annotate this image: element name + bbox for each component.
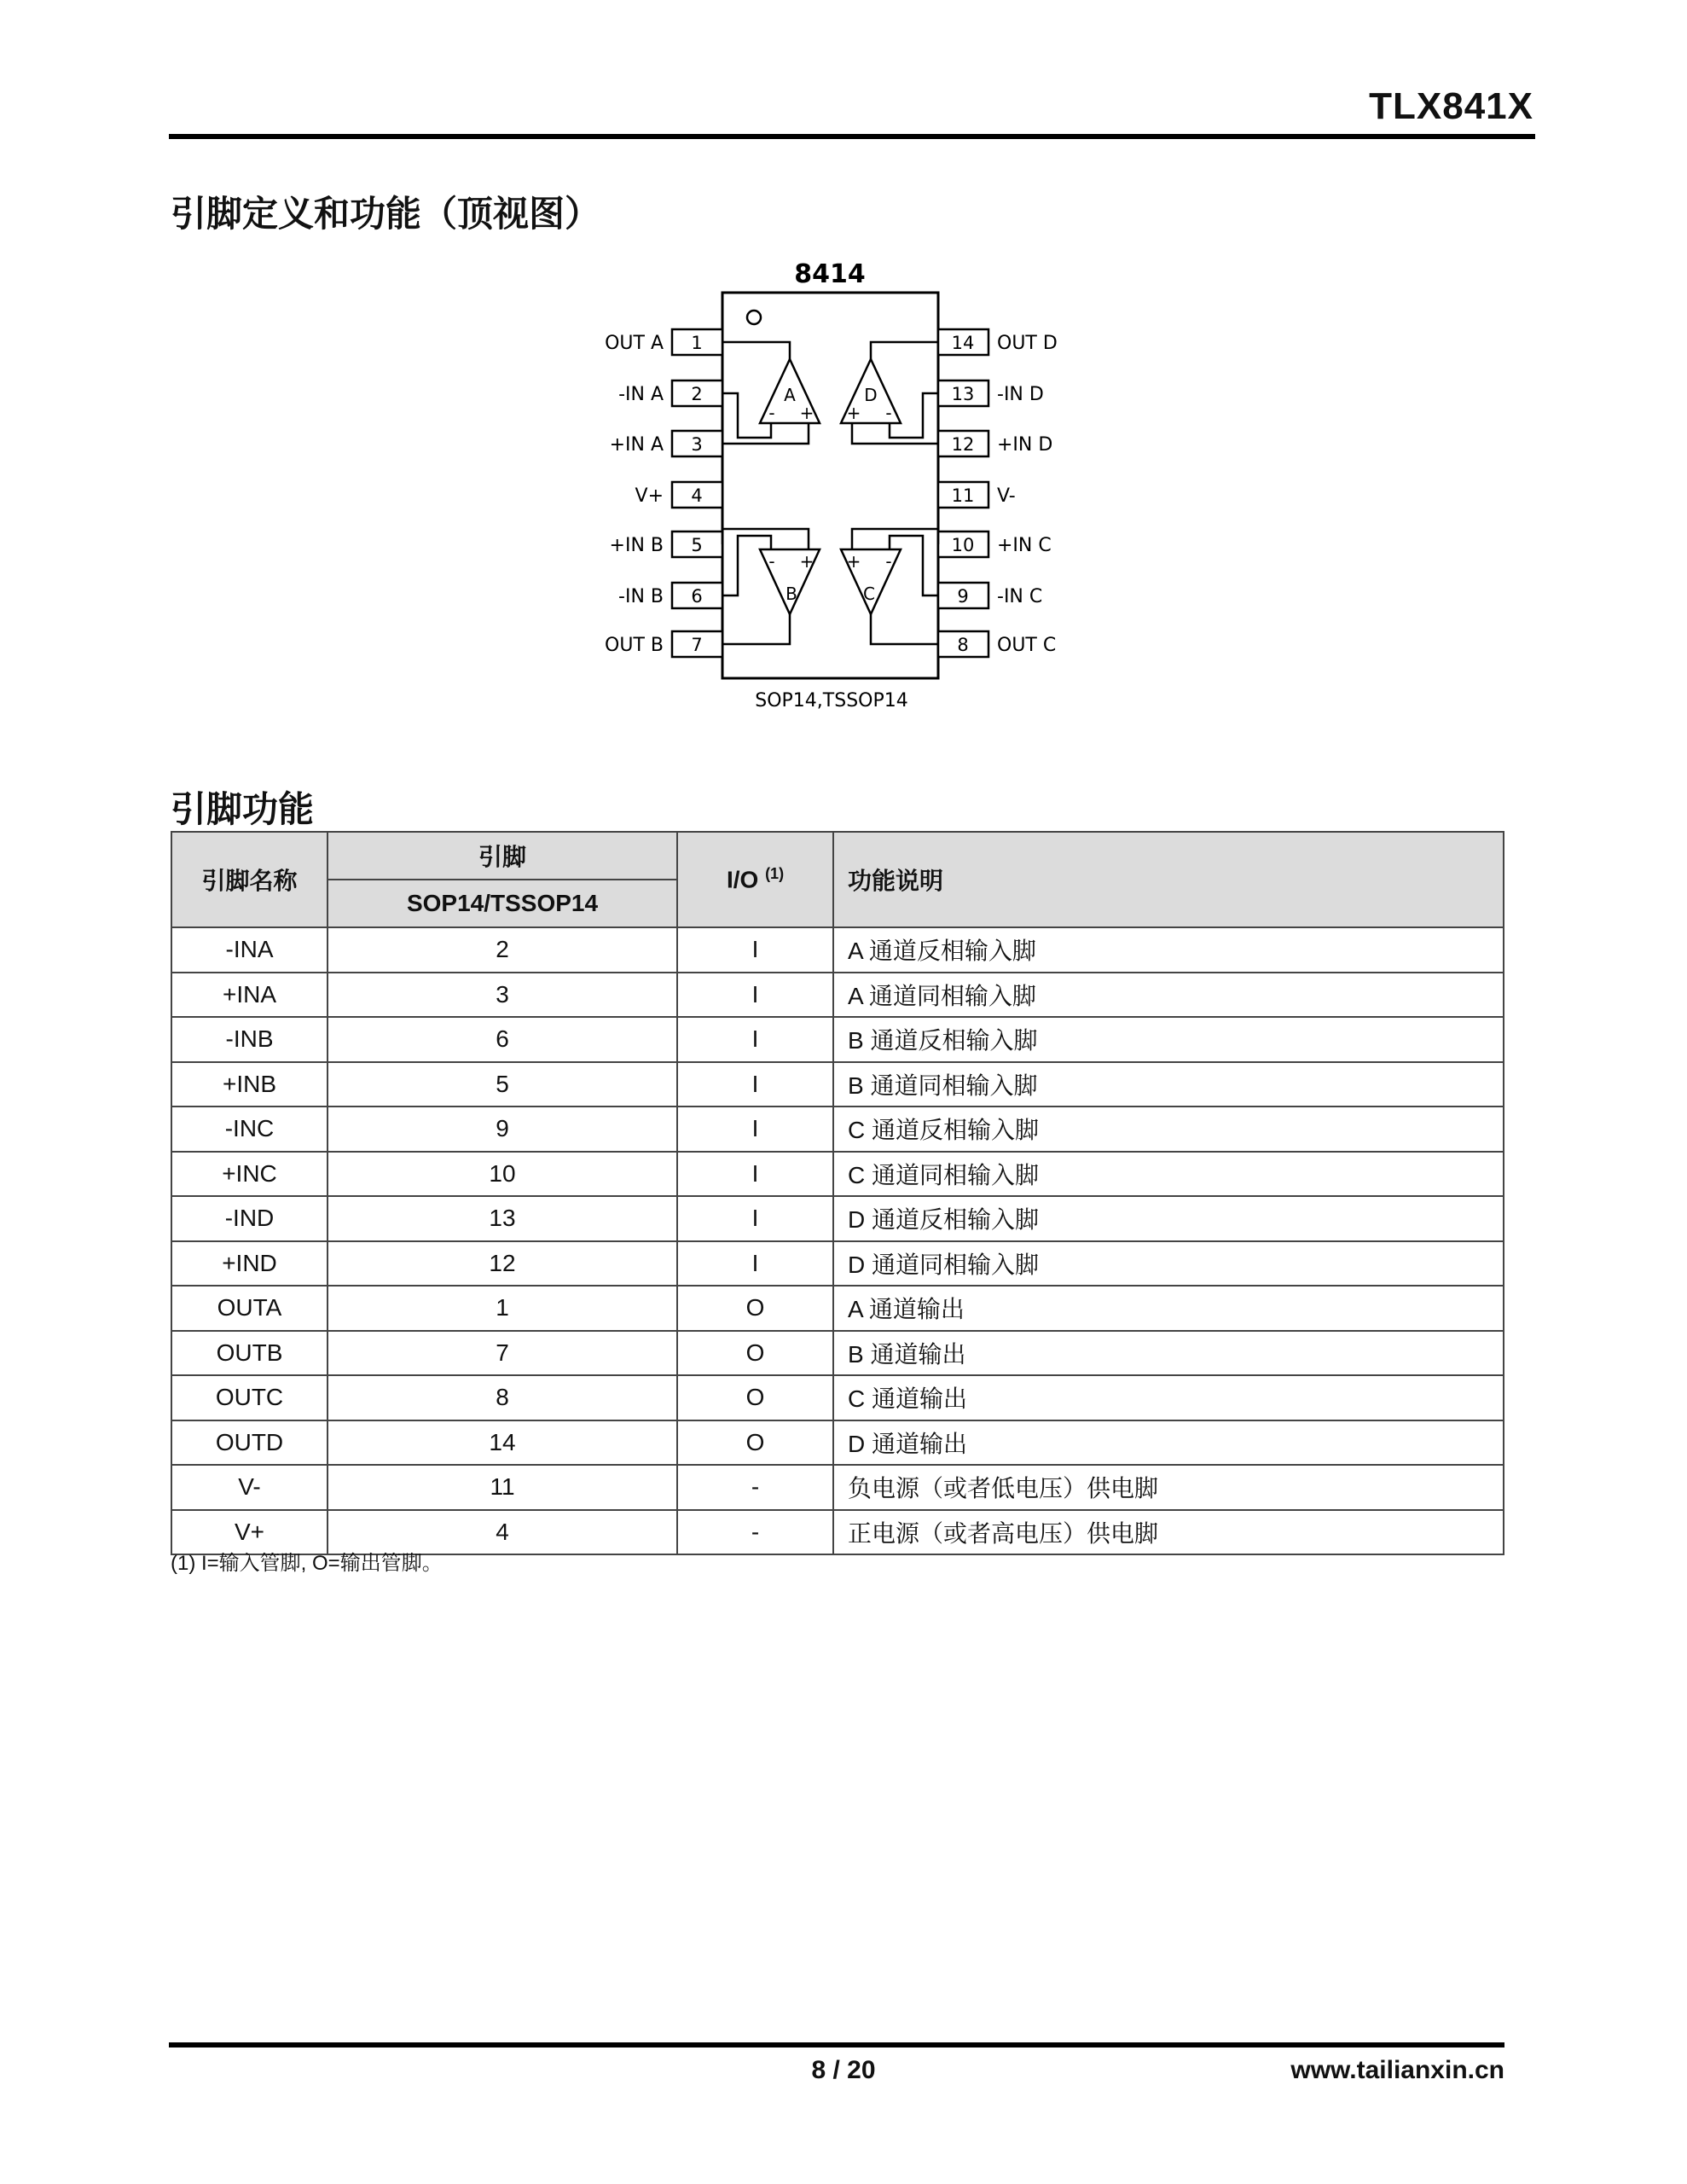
pin-num-14: 14 — [951, 333, 975, 353]
cell-io: I — [677, 973, 833, 1018]
table-row — [171, 1062, 1504, 1107]
pin-num-8: 8 — [957, 635, 969, 655]
table-footnote: (1) I=输入管脚, O=输出管脚。 — [171, 1552, 443, 1575]
table-row — [171, 1241, 1504, 1287]
section-heading-pin-definition: 引脚定义和功能（顶视图） — [171, 194, 601, 234]
cell-desc: 负电源（或者低电压）供电脚 — [833, 1465, 1504, 1510]
cell-desc: D 通道反相输入脚 — [833, 1196, 1504, 1241]
pin-label-8: OUT C — [997, 635, 1057, 656]
document-title: TLX841X — [1369, 85, 1533, 127]
header-description: 功能说明 — [833, 832, 1504, 927]
cell-io: I — [677, 1017, 833, 1062]
op-amp-d-minus: - — [885, 403, 892, 423]
chip-body — [722, 293, 938, 678]
table-row — [171, 1420, 1504, 1466]
cell-desc: B 通道输出 — [833, 1331, 1504, 1376]
pin-num-1: 1 — [691, 333, 703, 353]
cell-desc: A 通道同相输入脚 — [833, 973, 1504, 1018]
table-row — [171, 1331, 1504, 1376]
pinout-svg — [580, 254, 1109, 732]
pin-num-2: 2 — [691, 384, 703, 404]
cell-name: +INB — [171, 1062, 328, 1107]
pin-label-7: OUT B — [605, 635, 664, 656]
cell-io: O — [677, 1331, 833, 1376]
part-name: 8414 — [794, 259, 866, 289]
cell-name: V+ — [171, 1510, 328, 1555]
cell-name: V- — [171, 1465, 328, 1510]
op-amp-d-plus: + — [846, 403, 861, 423]
cell-desc: 正电源（或者高电压）供电脚 — [833, 1510, 1504, 1555]
header-io — [677, 832, 833, 927]
op-amp-b-label: B — [786, 584, 797, 604]
cell-name: OUTA — [171, 1286, 328, 1331]
cell-desc: A 通道输出 — [833, 1286, 1504, 1331]
cell-pin: 4 — [328, 1510, 677, 1555]
cell-io: I — [677, 927, 833, 973]
op-amp-c-label: C — [863, 584, 875, 604]
cell-pin: 10 — [328, 1152, 677, 1197]
header-package: SOP14/TSSOP14 — [328, 880, 677, 927]
header-pin-group: 引脚 — [328, 832, 677, 880]
table-row — [171, 1196, 1504, 1241]
header-rule — [169, 134, 1535, 139]
header-io-text: I/O — [726, 866, 759, 893]
cell-io: O — [677, 1286, 833, 1331]
cell-name: +INC — [171, 1152, 328, 1197]
pin-label-10: +IN C — [997, 535, 1052, 556]
header-io-note: (1) — [765, 865, 785, 883]
header-pin-name: 引脚名称 — [171, 832, 328, 927]
cell-desc: D 通道输出 — [833, 1420, 1504, 1466]
table-row — [171, 1465, 1504, 1510]
pin-label-9: -IN C — [997, 586, 1043, 607]
table-row — [171, 1375, 1504, 1420]
pin-num-10: 10 — [951, 535, 975, 555]
cell-desc: C 通道同相输入脚 — [833, 1152, 1504, 1197]
op-amp-c-minus: - — [885, 551, 892, 572]
page-number: 8 / 20 — [811, 2056, 876, 2084]
pin-function-table — [171, 831, 1504, 1555]
cell-pin: 13 — [328, 1196, 677, 1241]
cell-desc: B 通道反相输入脚 — [833, 1017, 1504, 1062]
cell-name: +INA — [171, 973, 328, 1018]
pin-label-3: +IN A — [609, 434, 664, 456]
cell-io: I — [677, 1107, 833, 1152]
pin-label-2: -IN A — [618, 384, 664, 405]
package-label: SOP14,TSSOP14 — [755, 690, 908, 712]
pin-num-13: 13 — [951, 384, 975, 404]
pin-num-3: 3 — [691, 434, 703, 455]
cell-pin: 14 — [328, 1420, 677, 1466]
cell-pin: 11 — [328, 1465, 677, 1510]
cell-io: - — [677, 1510, 833, 1555]
pin-label-4: V+ — [635, 485, 664, 507]
cell-pin: 7 — [328, 1331, 677, 1376]
op-amp-a-plus: + — [799, 403, 815, 423]
cell-pin: 12 — [328, 1241, 677, 1287]
table-header-row — [171, 832, 1504, 880]
op-amp-d-label: D — [864, 385, 878, 405]
pin-label-13: -IN D — [997, 384, 1044, 405]
cell-io: I — [677, 1152, 833, 1197]
cell-name: -INB — [171, 1017, 328, 1062]
pin-num-6: 6 — [691, 586, 703, 607]
pin-num-11: 11 — [951, 485, 975, 506]
cell-name: OUTD — [171, 1420, 328, 1466]
cell-io: - — [677, 1465, 833, 1510]
cell-pin: 1 — [328, 1286, 677, 1331]
op-amp-b-plus: + — [799, 551, 815, 572]
cell-desc: A 通道反相输入脚 — [833, 927, 1504, 973]
cell-io: O — [677, 1375, 833, 1420]
op-amp-a-label: A — [784, 385, 796, 405]
pin-label-6: -IN B — [618, 586, 664, 607]
pin-label-1: OUT A — [605, 333, 664, 354]
cell-desc: C 通道输出 — [833, 1375, 1504, 1420]
cell-io: I — [677, 1241, 833, 1287]
cell-name: -INC — [171, 1107, 328, 1152]
website-link[interactable]: www.tailianxin.cn — [1290, 2056, 1504, 2084]
cell-pin: 5 — [328, 1062, 677, 1107]
pin-label-11: V- — [997, 485, 1016, 507]
cell-name: +IND — [171, 1241, 328, 1287]
table-row — [171, 1017, 1504, 1062]
table-row — [171, 1152, 1504, 1197]
cell-io: O — [677, 1420, 833, 1466]
cell-io: I — [677, 1062, 833, 1107]
cell-pin: 6 — [328, 1017, 677, 1062]
pin-num-9: 9 — [957, 586, 969, 607]
op-amp-a-minus: - — [768, 403, 775, 423]
cell-pin: 8 — [328, 1375, 677, 1420]
cell-desc: C 通道反相输入脚 — [833, 1107, 1504, 1152]
cell-desc: D 通道同相输入脚 — [833, 1241, 1504, 1287]
pin-num-12: 12 — [951, 434, 975, 455]
cell-pin: 9 — [328, 1107, 677, 1152]
cell-io: I — [677, 1196, 833, 1241]
op-amp-c-plus: + — [846, 551, 861, 572]
pin-label-14: OUT D — [997, 333, 1058, 354]
cell-pin: 2 — [328, 927, 677, 973]
pinout-diagram — [580, 254, 1109, 732]
cell-desc: B 通道同相输入脚 — [833, 1062, 1504, 1107]
cell-name: -INA — [171, 927, 328, 973]
cell-name: OUTC — [171, 1375, 328, 1420]
pin-label-5: +IN B — [609, 535, 664, 556]
op-amp-b-minus: - — [768, 551, 775, 572]
pin-label-12: +IN D — [997, 434, 1053, 456]
pin-num-5: 5 — [691, 535, 703, 555]
cell-pin: 3 — [328, 973, 677, 1018]
table-row — [171, 973, 1504, 1018]
pin-num-7: 7 — [691, 635, 703, 655]
table-row — [171, 1286, 1504, 1331]
cell-name: -IND — [171, 1196, 328, 1241]
pin-num-4: 4 — [691, 485, 703, 506]
section-heading-pin-function: 引脚功能 — [171, 789, 315, 829]
table-row — [171, 1107, 1504, 1152]
table-row — [171, 927, 1504, 973]
cell-name: OUTB — [171, 1331, 328, 1376]
footer-rule — [169, 2042, 1504, 2048]
